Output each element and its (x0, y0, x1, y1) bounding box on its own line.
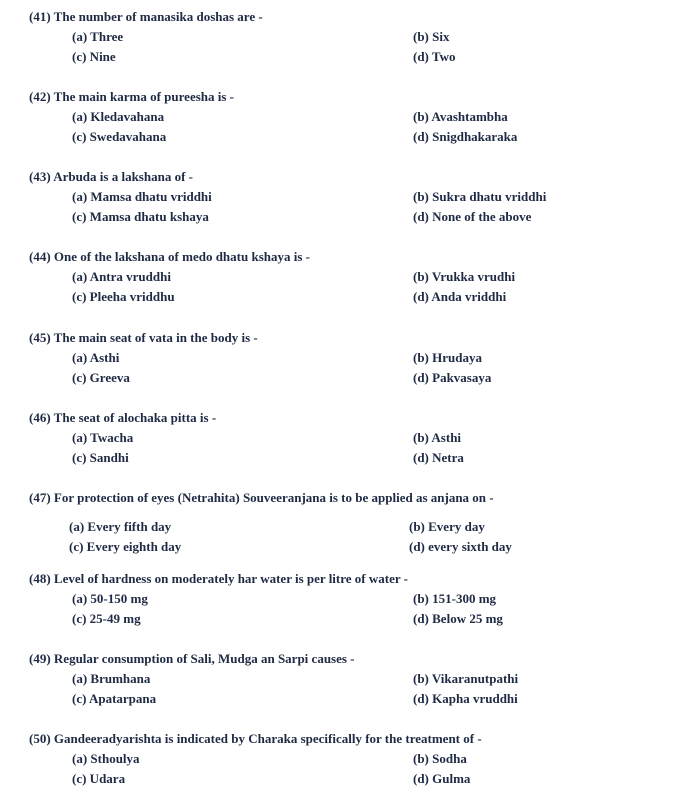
question-text: (49) Regular consumption of Sali, Mudga an Sarpi causes - (29, 651, 355, 666)
option-b: (b) Hrudaya (413, 350, 482, 365)
option-d: (d) Snigdhakaraka (413, 129, 518, 144)
question-text: (48) Level of hardness on moderately har water is per litre of water - (29, 571, 408, 586)
option-a: (a) Every fifth day (69, 519, 172, 534)
option-d: (d) Kapha vruddhi (413, 691, 518, 706)
option-a: (a) 50-150 mg (72, 591, 148, 606)
question-text: (50) Gandeeradyarishta is indicated by Charaka specifically for the treatment of - (29, 731, 482, 746)
option-d: (d) every sixth day (409, 539, 512, 554)
option-a: (a) Brumhana (72, 671, 151, 686)
option-d: (d) Netra (413, 450, 464, 465)
option-d: (d) None of the above (413, 209, 532, 224)
option-c: (c) Every eighth day (69, 539, 182, 554)
question-text: (47) For protection of eyes (Netrahita) Souveeranjana is to be applied as anjana on - (29, 490, 494, 505)
option-d: (d) Below 25 mg (413, 611, 503, 626)
option-a: (a) Antra vruddhi (72, 269, 171, 284)
option-c: (c) Udara (72, 771, 126, 786)
option-b: (b) Sodha (413, 751, 467, 766)
option-c: (c) Swedavahana (72, 129, 167, 144)
option-c: (c) Sandhi (72, 450, 129, 465)
question-text: (41) The number of manasika doshas are - (29, 9, 263, 24)
option-a: (a) Mamsa dhatu vriddhi (72, 189, 212, 204)
option-c: (c) Mamsa dhatu kshaya (72, 209, 209, 224)
option-a: (a) Kledavahana (72, 109, 165, 124)
option-b: (b) Sukra dhatu vriddhi (413, 189, 547, 204)
option-b: (b) Vrukka vrudhi (413, 269, 516, 284)
option-c: (c) 25-49 mg (72, 611, 141, 626)
option-b: (b) Avashtambha (413, 109, 508, 124)
option-d: (d) Pakvasaya (413, 370, 492, 385)
option-a: (a) Asthi (72, 350, 120, 365)
option-a: (a) Twacha (72, 430, 134, 445)
option-d: (d) Two (413, 49, 456, 64)
option-d: (d) Anda vriddhi (413, 289, 507, 304)
option-b: (b) Every day (409, 519, 485, 534)
question-text: (46) The seat of alochaka pitta is - (29, 410, 217, 425)
question-text: (42) The main karma of pureesha is - (29, 89, 234, 104)
option-c: (c) Nine (72, 49, 116, 64)
question-text: (45) The main seat of vata in the body is - (29, 330, 258, 345)
question-text: (44) One of the lakshana of medo dhatu kshaya is - (29, 249, 310, 264)
question-text: (43) Arbuda is a lakshana of - (29, 169, 193, 184)
option-a: (a) Sthoulya (72, 751, 140, 766)
option-b: (b) Six (413, 29, 450, 44)
option-b: (b) Asthi (413, 430, 462, 445)
option-d: (d) Gulma (413, 771, 471, 786)
option-c: (c) Greeva (72, 370, 130, 385)
option-c: (c) Apatarpana (72, 691, 157, 706)
option-a: (a) Three (72, 29, 124, 44)
option-b: (b) Vikaranutpathi (413, 671, 519, 686)
option-b: (b) 151-300 mg (413, 591, 497, 606)
option-c: (c) Pleeha vriddhu (72, 289, 175, 304)
